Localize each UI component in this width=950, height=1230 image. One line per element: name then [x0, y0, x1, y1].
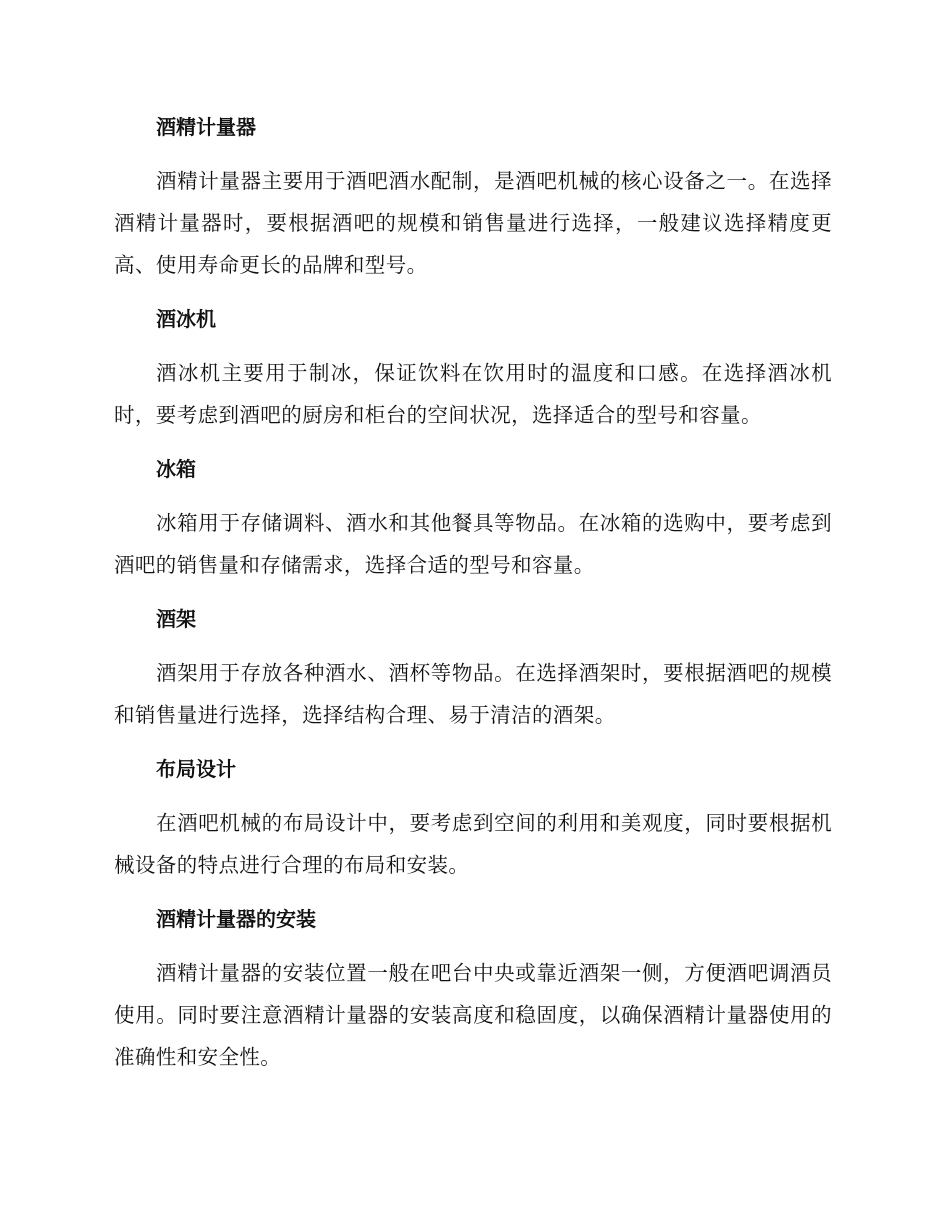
section-heading: 酒架: [156, 607, 196, 631]
document-page: [114, 108, 832, 1092]
section-heading: 酒冰机: [156, 307, 216, 331]
section-paragraph: 酒冰机主要用于制冰，保证饮料在饮用时的温度和口感。在选择酒冰机时，要考虑到酒吧的厨房和柜台的空间状况，选择适合的型号和容量。: [114, 361, 832, 427]
section-paragraph: 冰箱用于存储调料、酒水和其他餐具等物品。在冰箱的选购中，要考虑到酒吧的销售量和存储需求，选择合适的型号和容量。: [114, 511, 832, 577]
section-paragraph: 酒精计量器主要用于酒吧酒水配制，是酒吧机械的核心设备之一。在选择酒精计量器时，要根据酒吧的规模和销售量进行选择，一般建议选择精度更高、使用寿命更长的品牌和型号。: [114, 169, 832, 277]
section-heading: 冰箱: [156, 457, 196, 481]
section-alcohol-meter: [114, 108, 832, 286]
section-heading: 酒精计量器: [156, 115, 256, 139]
section-refrigerator: [114, 450, 832, 586]
section-paragraph: 酒精计量器的安装位置一般在吧台中央或靠近酒架一侧，方便酒吧调酒员使用。同时要注意酒精计量器的安装高度和稳固度，以确保酒精计量器使用的准确性和安全性。: [114, 961, 832, 1069]
section-heading: 酒精计量器的安装: [156, 907, 316, 931]
section-wine-rack: [114, 600, 832, 736]
section-paragraph: 酒架用于存放各种酒水、酒杯等物品。在选择酒架时，要根据酒吧的规模和销售量进行选择，选择结构合理、易于清洁的酒架。: [114, 661, 832, 727]
section-layout-design: [114, 750, 832, 886]
section-heading: 布局设计: [156, 757, 236, 781]
section-meter-installation: [114, 900, 832, 1078]
section-ice-machine: [114, 300, 832, 436]
section-paragraph: 在酒吧机械的布局设计中，要考虑到空间的利用和美观度，同时要根据机械设备的特点进行合理的布局和安装。: [114, 811, 832, 877]
